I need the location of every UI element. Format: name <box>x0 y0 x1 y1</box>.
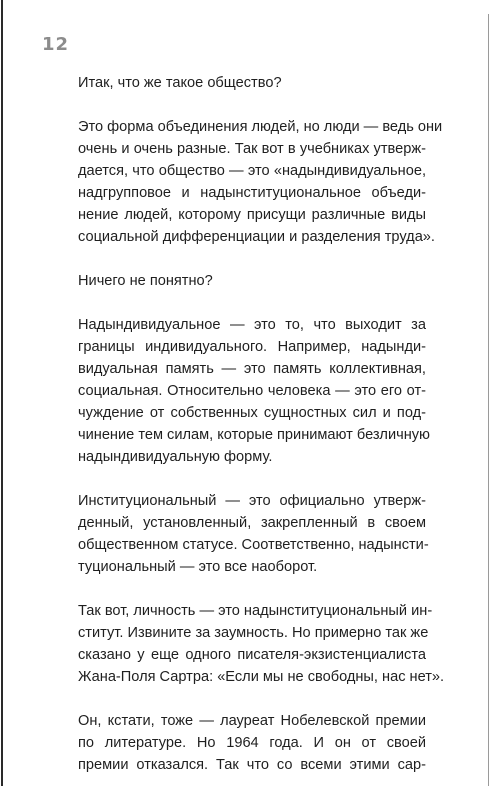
text-line: социальной дифференциации и разделения труда». <box>78 229 435 245</box>
text-line: социальная. Относительно человека — это его от- <box>78 383 426 399</box>
text-line: чуждение от собственных сущностных сил и под- <box>78 405 426 421</box>
paragraph <box>78 600 445 688</box>
paragraph <box>78 270 426 292</box>
paragraph <box>78 710 426 776</box>
page-number: 12 <box>42 34 70 55</box>
text-line: ститут. Извините за заумность. Но примерно так же <box>78 625 429 641</box>
page-left-edge <box>1 0 3 786</box>
text-line: Ничего не понятно? <box>78 273 213 289</box>
text-line: Так вот, личность — это надынституциональный ин- <box>78 603 433 619</box>
text-line: видуальная память — это память коллективная, <box>78 361 426 377</box>
text-line: Жана-Поля Сартра: «Если мы не свободны, нас нет». <box>78 669 445 685</box>
paragraph <box>78 490 429 578</box>
text-line: Итак, что же такое общество? <box>78 75 282 91</box>
text-line: премии отказался. Так что со всеми этими сар- <box>78 757 426 773</box>
text-line: Надындивидуальное — это то, что выходит за <box>78 317 426 333</box>
paragraph <box>78 116 443 248</box>
paragraph <box>78 72 426 94</box>
text-line: Институциональный — это официально утверж- <box>78 493 426 509</box>
text-line: денный, установленный, закрепленный в своем <box>78 515 426 531</box>
text-line: Это форма объединения людей, но люди — ведь они <box>78 119 443 135</box>
text-line: очень и очень разные. Так вот в учебниках утверж- <box>78 141 426 157</box>
paragraph <box>78 314 431 468</box>
page-right-edge <box>488 14 489 786</box>
text-line: туциональный — это все наоборот. <box>78 559 318 575</box>
text-line: по литературе. Но 1964 года. И он от своей <box>78 735 426 751</box>
text-line: общественном статусе. Соответственно, надынсти- <box>78 537 429 553</box>
text-line: Он, кстати, тоже — лауреат Нобелевской премии <box>78 713 426 729</box>
text-line: сказано у еще одного писателя-экзистенциалиста <box>78 647 426 663</box>
text-line: надгрупповое и надынституциональное объеди- <box>78 185 426 201</box>
text-line: надындивидуальную форму. <box>78 449 273 465</box>
text-line: границы индивидуального. Например, надынди- <box>78 339 426 355</box>
text-line: нение людей, которому присущи различные виды <box>78 207 426 223</box>
text-line: дается, что общество — это «надындивидуальное, <box>78 163 426 179</box>
body-text <box>78 72 445 798</box>
text-line: чинение тем силам, которые принимают безличную <box>78 427 431 443</box>
